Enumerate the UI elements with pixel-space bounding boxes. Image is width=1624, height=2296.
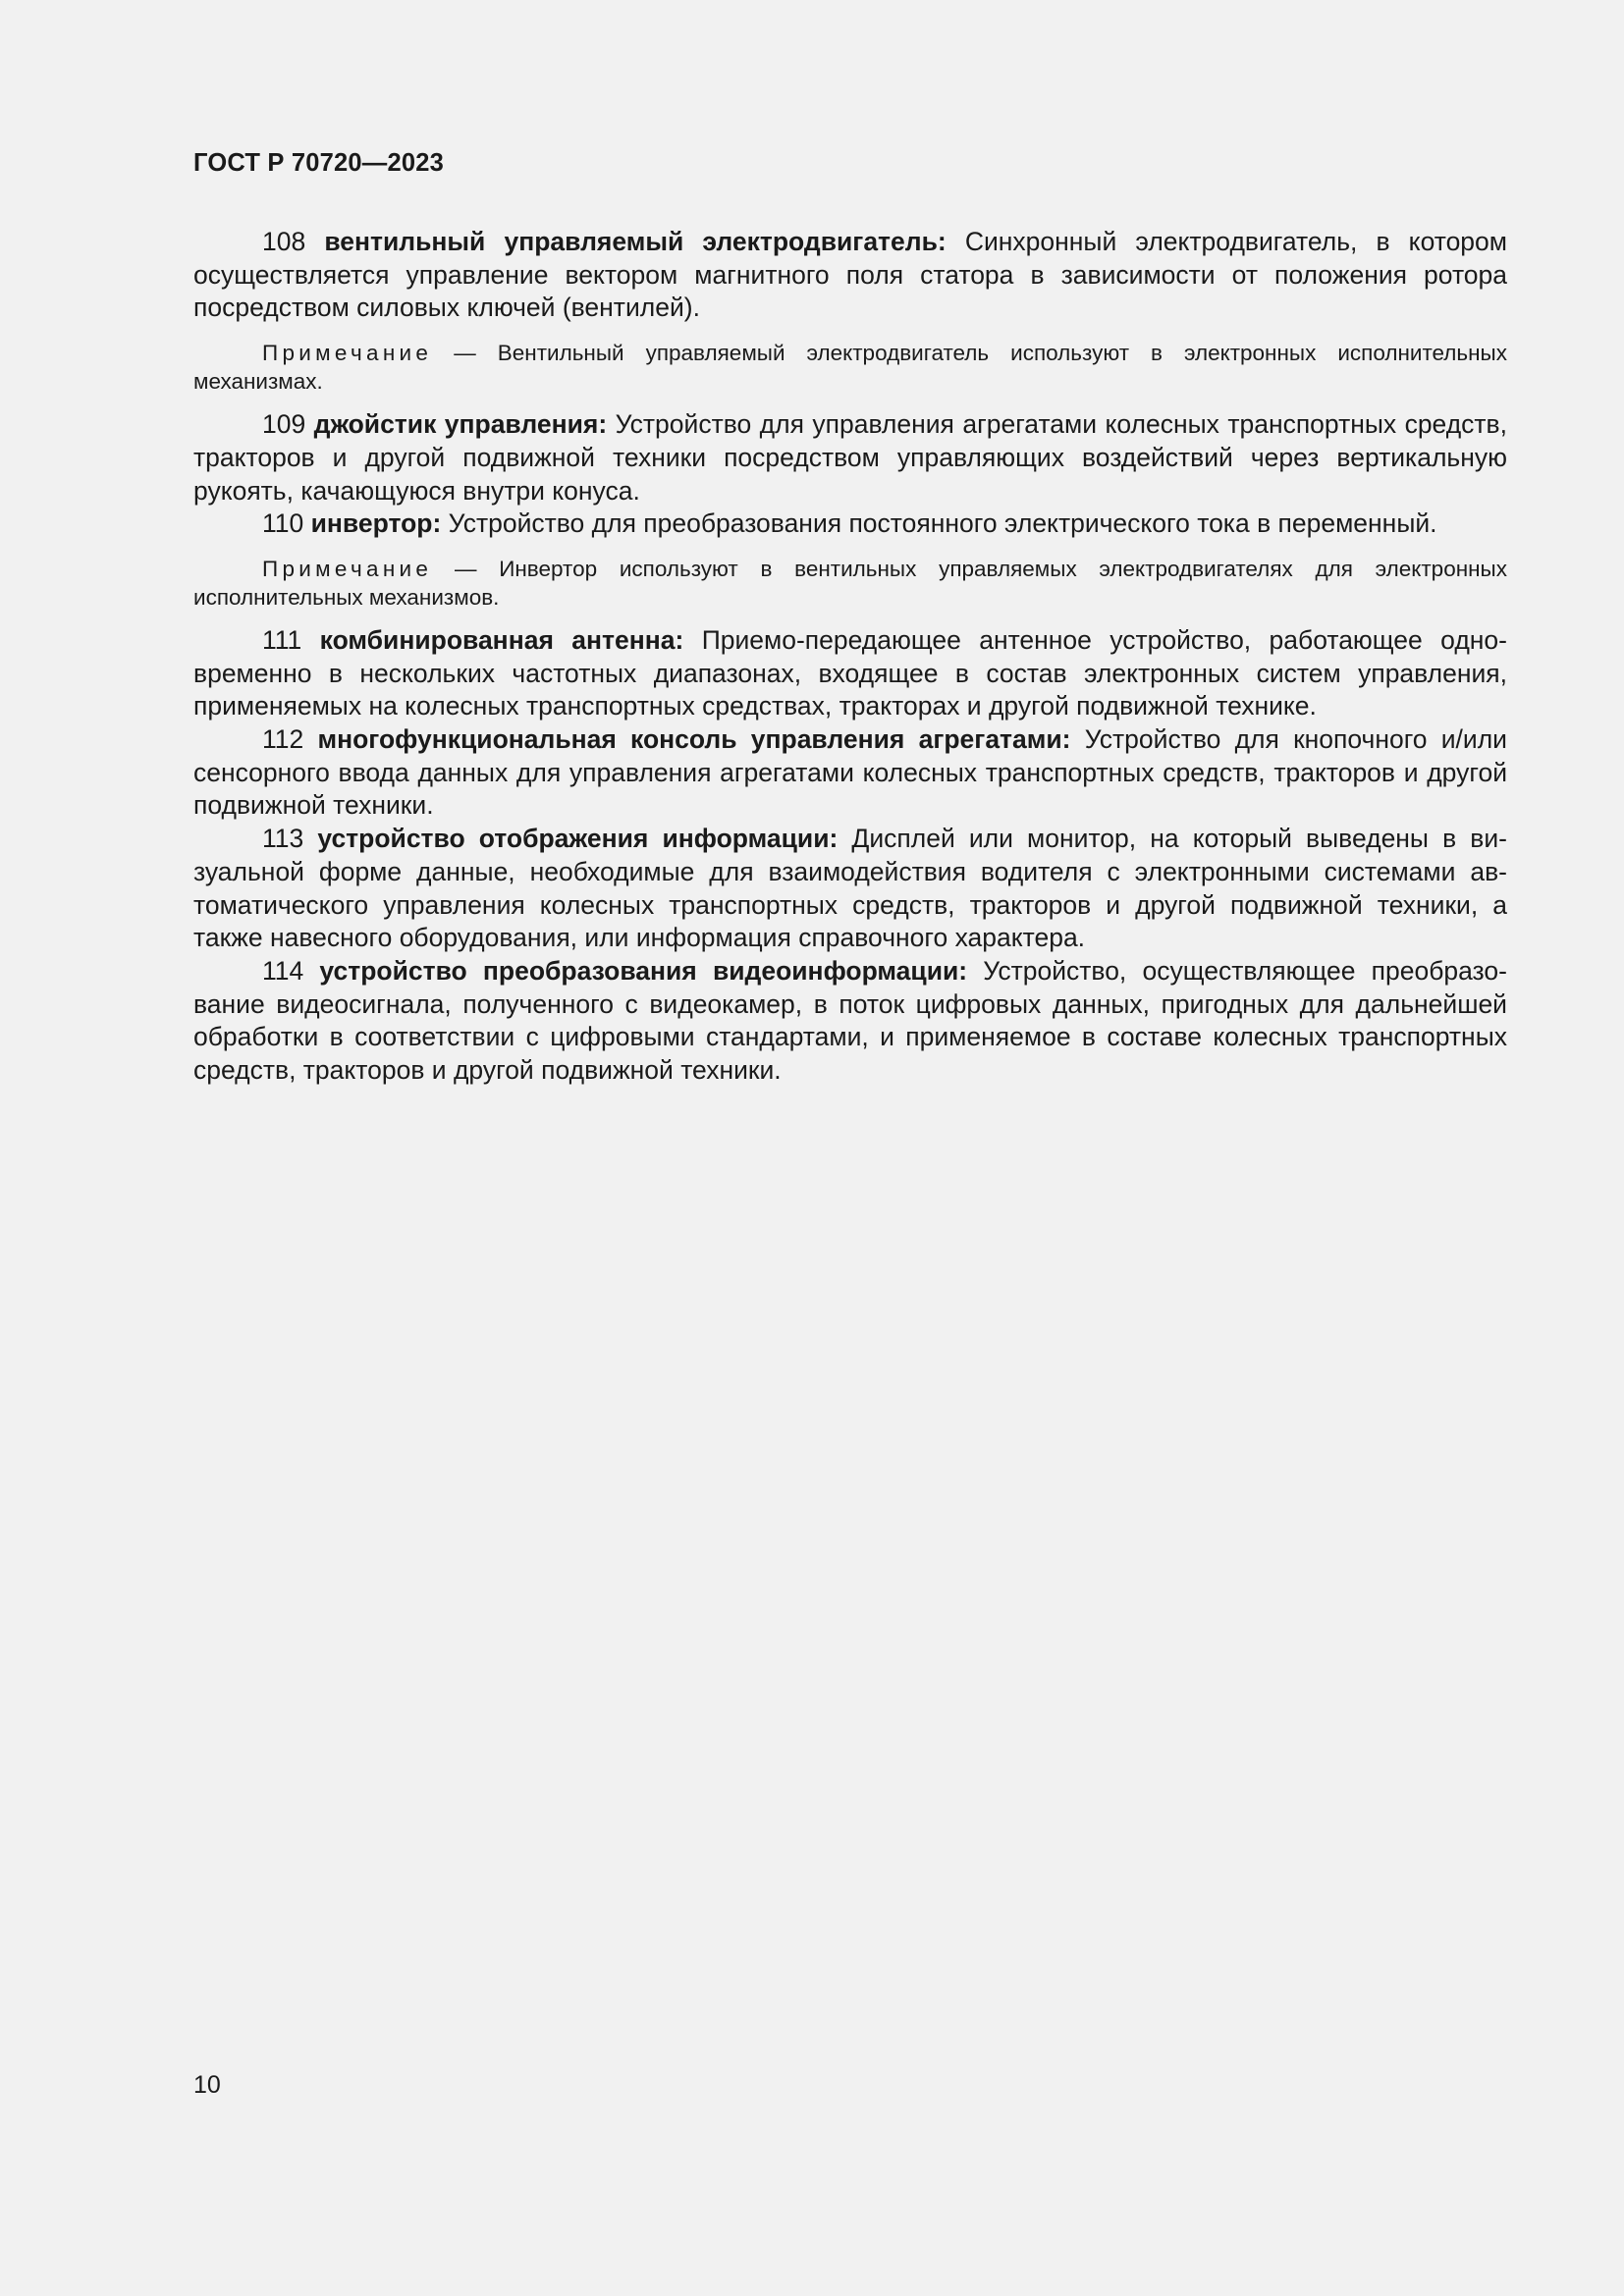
term-name: устройство преобразования видеоинформации: (319, 955, 968, 986)
term-definition: Устройство для управления агрегатами колесных транспортных средств, тракторов и другой подвижной техники посредством управляющих воздействий через вертикальную рукоять, качающуюся внутри конуса. (193, 409, 1507, 506)
term-name: вентильный управляемый электродвигатель: (324, 227, 947, 256)
note-text: Инвертор используют в вентильных управляемых электродвигателях для электронных исполнительных механизмов. (193, 556, 1507, 610)
term-number: 114 (262, 955, 320, 986)
term-name: комбинированная антенна: (319, 624, 684, 655)
note-label: Примечание (262, 556, 433, 581)
note-108 (193, 339, 1507, 396)
term-number: 108 (262, 227, 325, 256)
term-definition: Устройство для кнопочного и/или сенсорного ввода данных для управления агрегатами колесных транспортных средств, тракторов и другой подвижной техники. (193, 724, 1507, 821)
term-definition: Устройство для преобразования постоянного электрического тока в переменный. (441, 508, 1437, 539)
page-number: 10 (193, 2071, 221, 2099)
term-definition: Приемо-передающее антенное устройство, работающее одновременно в нескольких частотных диапазонах, входящее в состав электронных систем управления, применяемых на колесных транспортных средствах, тракторах и другой подвижной технике. (193, 624, 1507, 721)
term-113 (193, 823, 1507, 955)
term-name: инвертор: (310, 508, 442, 539)
note-dash: — (432, 556, 500, 581)
term-108 (193, 226, 1507, 325)
term-name: джойстик управления: (313, 409, 608, 440)
term-number: 113 (262, 824, 318, 854)
document-header: ГОСТ Р 70720—2023 (193, 149, 445, 177)
term-110 (193, 507, 1507, 541)
note-text: Вентильный управляемый электродвигатель используют в электронных исполнительных механизмах. (193, 341, 1507, 395)
term-number: 112 (262, 724, 318, 755)
note-110 (193, 555, 1507, 612)
term-number: 109 (262, 409, 314, 440)
term-114 (193, 955, 1507, 1088)
note-dash: — (432, 341, 498, 366)
term-111 (193, 624, 1507, 723)
page-content (193, 226, 1507, 1088)
term-109 (193, 408, 1507, 507)
note-label: Примечание (262, 341, 433, 366)
term-number: 110 (262, 508, 311, 539)
term-name: устройство отображения информации: (317, 824, 839, 854)
term-name: многофункциональная консоль управления агрегатами: (317, 724, 1071, 755)
term-number: 111 (262, 624, 320, 655)
term-112 (193, 723, 1507, 823)
term-definition: Синхронный электродвигатель, в котором осуществляется управление вектором магнитного поля статора в зависимости от положения ротора посредством силовых ключей (вентилей). (193, 227, 1508, 323)
term-definition: Устройство, осуществляющее преобразование видеосигнала, полученного с видеокамер, в поток цифровых данных, пригодных для дальнейшей обработки в соответствии с цифровыми стандартами, и применяемое в составе колесных транспортных средств, тракторов и другой подвижной техники. (193, 955, 1507, 1086)
term-definition: Дисплей или монитор, на который выведены в визуальной форме данные, необходимые для взаимодействия водителя с электронными системами автоматического управления колесных транспортных средств, тракторов и другой подвижной техники, а также навесного оборудования, или информация справочного характера. (193, 824, 1507, 953)
